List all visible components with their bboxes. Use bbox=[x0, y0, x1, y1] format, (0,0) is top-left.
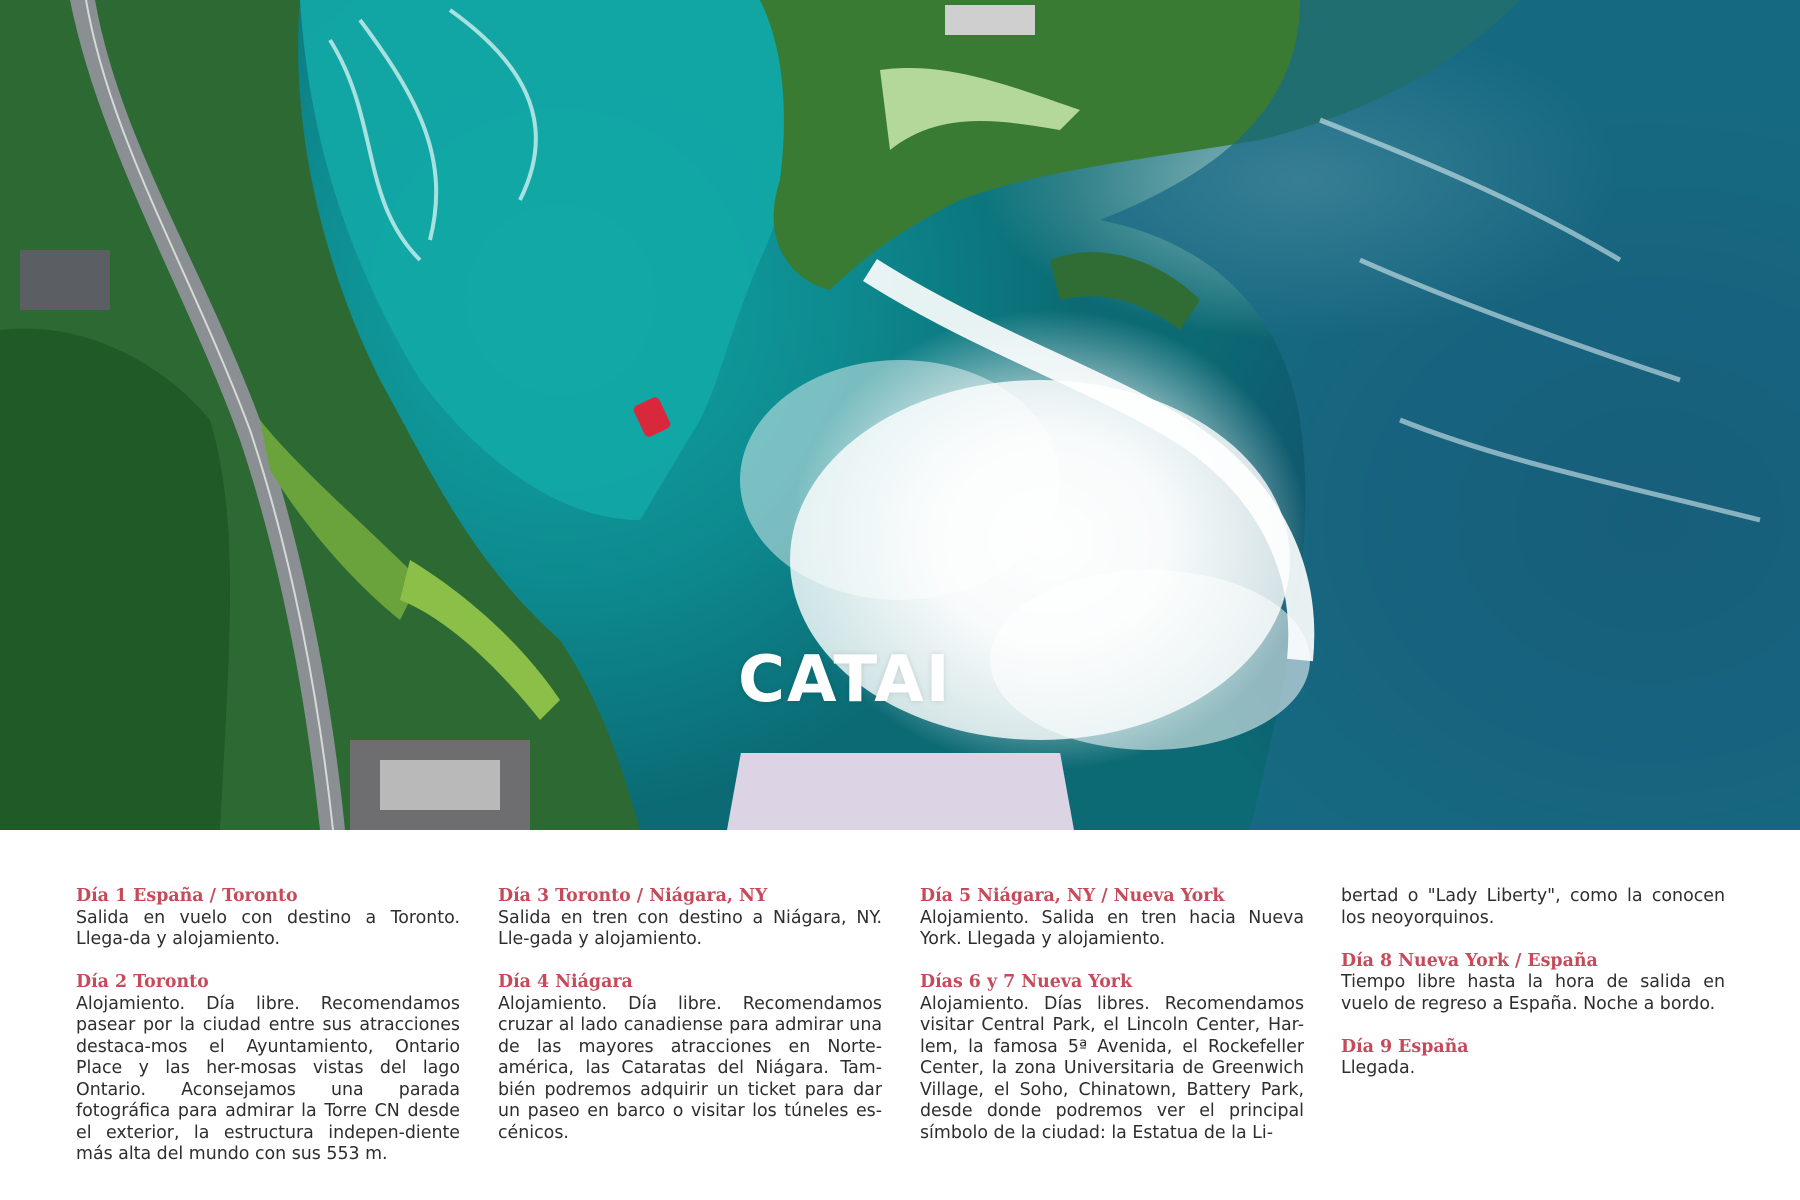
day-heading: Día 5 Niágara, NY / Nueva York bbox=[920, 886, 1225, 906]
day-description: Alojamiento. Salida en tren hacia Nueva York. Llegada y alojamiento. bbox=[920, 907, 1304, 949]
day-description: Salida en vuelo con destino a Toronto. Llega-da y alojamiento. bbox=[76, 907, 460, 949]
day-heading: Día 8 Nueva York / España bbox=[1341, 950, 1598, 971]
day-entry bbox=[498, 972, 882, 1144]
day-entry bbox=[920, 972, 1304, 1144]
day-heading: Día 1 España / Toronto bbox=[76, 886, 298, 906]
itinerary-column-3 bbox=[920, 886, 1304, 1166]
title-tab bbox=[727, 753, 1074, 830]
itinerary-column-2 bbox=[498, 886, 882, 1166]
day-heading: Días 6 y 7 Nueva York bbox=[920, 972, 1133, 992]
itinerary-column-1 bbox=[76, 886, 460, 1187]
day-entry bbox=[76, 886, 460, 951]
day-description: Llegada. bbox=[1341, 1058, 1416, 1078]
day-description: Tiempo libre hasta la hora de salida en vuelo de regreso a España. Noche a bordo. bbox=[1341, 972, 1725, 1014]
day-description: Salida en tren con destino a Niágara, NY. Lle-gada y alojamiento. bbox=[498, 907, 882, 949]
day-heading: Día 2 Toronto bbox=[76, 972, 209, 992]
day-entry bbox=[1341, 951, 1725, 1016]
day-description: bertad o "Lady Liberty", como la conocen los neoyorquinos. bbox=[1341, 886, 1725, 928]
day-entry bbox=[76, 972, 460, 1166]
day-entry bbox=[1341, 1037, 1725, 1080]
page-title: CATAI bbox=[738, 643, 952, 717]
day-entry bbox=[920, 886, 1304, 951]
day-description: Alojamiento. Día libre. Recomendamos cruzar al lado canadiense para admirar una de las mayores atracciones en Norte-américa, las Cataratas del Niágara. Tam-bién podremos adquirir un ticket para dar un paseo en barco o visitar los túneles es-cénicos. bbox=[498, 993, 882, 1143]
day-description: Alojamiento. Día libre. Recomendamos pasear por la ciudad entre sus atracciones destaca-mos el Ayuntamiento, Ontario Place y las her-mosas vistas del lago Ontario. Aconsejamos una parada fotográfica para admirar la Torre CN desde el exterior, la estructura indepen-diente más alta del mundo con sus 553 m. bbox=[76, 993, 460, 1164]
day-heading: Día 4 Niágara bbox=[498, 972, 633, 992]
day-description: Alojamiento. Días libres. Recomendamos visitar Central Park, el Lincoln Center, Har-lem, la famosa 5ª Avenida, el Rockefeller Center, la zona Universitaria de Greenwich Village, el Soho, Chinatown, Battery Park, desde donde podremos ver el principal símbolo de la ciudad: la Estatua de la Li- bbox=[920, 993, 1304, 1143]
day-heading: Día 9 España bbox=[1341, 1036, 1469, 1057]
day-heading: Día 3 Toronto / Niágara, NY bbox=[498, 886, 768, 906]
itinerary-column-4 bbox=[1341, 886, 1725, 1101]
day-entry-continued bbox=[1341, 886, 1725, 929]
day-entry bbox=[498, 886, 882, 951]
